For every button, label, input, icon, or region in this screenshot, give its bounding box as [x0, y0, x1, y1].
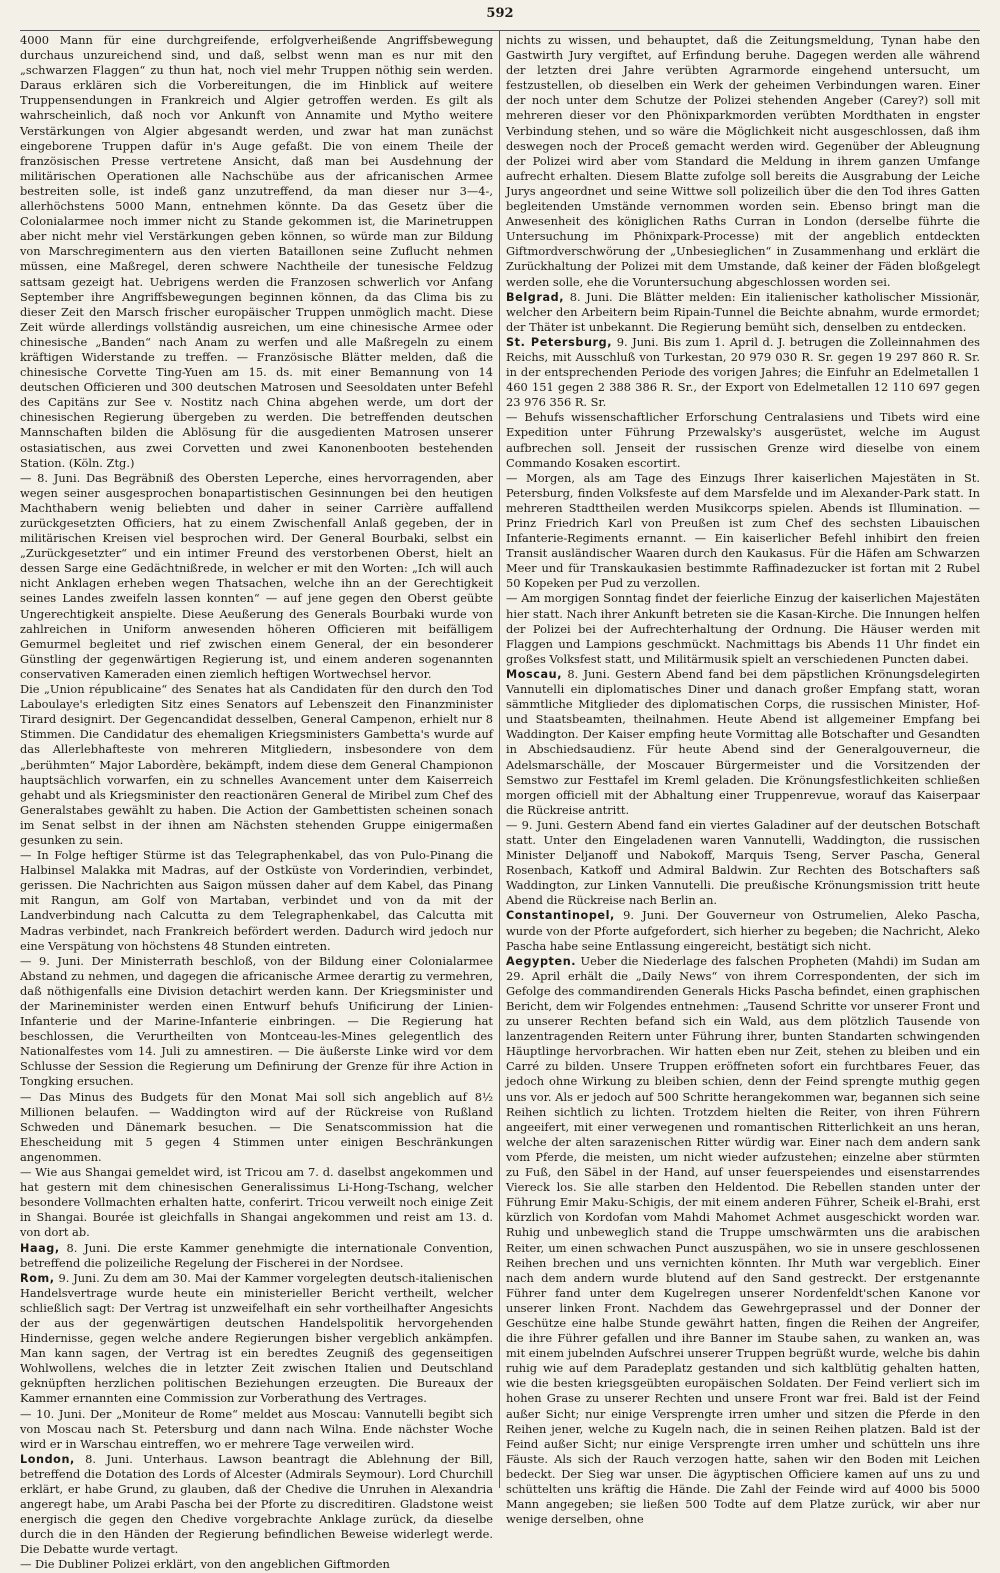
columns	[20, 30, 980, 1572]
article-paragraph	[20, 1452, 493, 1558]
article-paragraph	[506, 471, 980, 592]
dateline: St. Petersburg,	[506, 335, 613, 349]
article-paragraph	[20, 1271, 493, 1407]
article-paragraph	[506, 33, 980, 290]
paragraph-text: 9. Juni. Bis zum 1. April d. J. betrugen die Zolleinnahmen des Reichs, mit Ausschluß von Turkestan, 20 979 030 R. Sr. gegen 19 297 860 R. Sr. in der entsprechenden Periode des vorigen Jahres; die Einfuhr an Edelmetallen 1 460 151 gegen 2 388 386 R. Sr., der Export von Edelmetallen 12 110 697 gegen 23 976 356 R. Sr.	[506, 334, 980, 410]
article-paragraph	[20, 471, 493, 682]
article-paragraph	[20, 1241, 493, 1271]
dateline: Rom,	[20, 1271, 55, 1285]
paragraph-text: — 8. Juni. Das Begräbniß des Obersten Leperche, eines hervorragenden, aber wegen seiner ausgesprochen bonapartistischen Gesinnungen bei den heutigen Machthabern wenig beliebten und daher in seiner Carrière auffallend zurückgesetzten Officiers, hat zu einem Zwischenfall Anlaß gegeben, der in militärischen Kreisen viel besprochen wird. Der General Bourbaki, selbst ein „Zurückgesetzter“ und ein intimer Freund des verstorbenen Oberst, hielt an dessen Sarge eine Gedächtnißrede, in welcher er mit den Worten: „Ich will auch nicht Anklagen erheben wegen Thatsachen, welche ihn an der Gerechtigkeit seines Landes zweifeln lassen konnten“ — auf jene gegen den Oberst geübte Ungerechtigkeit anspielte. Diese Aeußerung des Generals Bourbaki wurde von zahlreichen in Uniform anwesenden höheren Officieren mit beifälligem Gemurmel begleitet und rief zwischen einem General, der ein besonderer Günstling der gegenwärtigen Regierung ist, und einem anderen sogenannten conservativen Kameraden einen ziemlich heftigen Wortwechsel hervor.	[20, 470, 493, 681]
paragraph-text: Die „Union républicaine“ des Senates hat als Candidaten für den durch den Tod Laboulaye's erledigten Sitz eines Senators auf Lebenszeit den Finanzminister Tirard designirt. Der Gegencandidat desselben, General Campenon, erhielt nur 8 Stimmen. Die Candidatur des ehemaligen Kriegsministers Gambetta's wurde auf das Allerlebhafteste von mehreren Mitgliedern, insbesondere von dem „berühmten“ Major Labordère, bekämpft, indem diese dem General Championon hauptsächlich vorwarfen, ein zu schnelles Avancement unter dem Kaiserreich gehabt und als Kriegsminister den reactionären General de Miribel zum Chef des Generalstabes gewählt zu haben. Die Action der Gambettisten scheinen sonach im Senat selbst in der ihnen am Nächsten stehenden Gruppe einigermaßen gesunken zu sein.	[20, 682, 493, 847]
paragraph-text: 8. Juni. Die Blätter melden: Ein italienischer katholischer Missionär, welcher den Arbeitern beim Ripain-Tunnel die Beichte abnahm, wurde ermordet; der Thäter ist unbekannt. Die Regierung bemüht sich, denselben zu entdecken.	[506, 289, 980, 334]
right-column	[500, 31, 980, 1527]
dateline: London,	[20, 1452, 75, 1466]
paragraph-text: — Das Minus des Budgets für den Monat Mai soll sich angeblich auf 8½ Millionen belaufen. — Waddington wird auf der Rückreise von Rußland Schweden und Dänemark besuchen. — Die Senatscommission hat die Ehescheidung mit 5 gegen 4 Stimmen unter einigen Beschränkungen angenommen.	[20, 1089, 493, 1164]
article-paragraph	[506, 591, 980, 666]
article-paragraph	[20, 682, 493, 848]
paragraph-text: 8. Juni. Die erste Kammer genehmigte die internationale Convention, betreffend die polizeiliche Regelung der Fischerei in der Nordsee.	[20, 1240, 493, 1270]
paragraph-text: 8. Juni. Unterhaus. Lawson beantragt die Ablehnung der Bill, betreffend die Dotation des Lords of Alcester (Admirals Seymour). Lord Churchill erklärt, er habe Grund, zu glauben, daß der Chedive die Unruhen in Alexandria angeregt habe, um Arabi Pascha bei der Pforte zu discreditiren. Gladstone weist energisch die gegen den Chedive vorgebrachte Anklage zurück, da dieselbe durch die in den Händen der Regierung befindlichen Beweise widerlegt werde. Die Debatte wurde vertagt.	[20, 1451, 493, 1557]
paragraph-text: — Die Dubliner Polizei erklärt, von den angeblichen Giftmorden	[20, 1557, 390, 1572]
article-paragraph	[506, 908, 980, 953]
paragraph-text: — Morgen, als am Tage des Einzugs Ihrer kaiserlichen Majestäten in St. Petersburg, finden Volksfeste auf dem Marsfelde und im Alexander-Park statt. In mehreren Stadttheilen werden Musikcorps spielen. Abends ist Illumination. — Prinz Friedrich Karl von Preußen ist zum Chef des sechsten Libauischen Infanterie-Regiments ernannt. — Ein kaiserlicher Befehl inhibirt den freien Transit ausländischer Waaren durch den Kaukasus. Für die Häfen am Schwarzen Meer und für Transkaukasien bestimmte Raffinadezucker ist fortan mit 2 Rubel 50 Kopeken per Pud zu verzollen.	[506, 470, 980, 591]
left-column	[20, 31, 500, 1572]
article-paragraph	[20, 848, 493, 954]
article-paragraph	[506, 410, 980, 470]
article-paragraph	[20, 33, 493, 471]
paragraph-text: — In Folge heftiger Stürme ist das Telegraphenkabel, das von Pulo-Pinang die Halbinsel Malakka mit Madras, auf der Ostküste von Vorderindien, verbindet, gerissen. Die Nachrichten aus Saigon müssen daher auf dem Kabel, das Pinang mit Rangun, am Golf von Martaban, verbindet und von da mit der Landverbindung nach Calcutta zu dem Telegraphenkabel, das Calcutta mit Madras verbindet, nach Frankreich befördert werden. Dadurch wird jedoch nur eine Verspätung von höchstens 48 Stunden eintreten.	[20, 848, 493, 953]
article-paragraph	[20, 954, 493, 1090]
dateline: Constantinopel,	[506, 909, 615, 923]
article-paragraph	[20, 1165, 493, 1240]
article-paragraph	[20, 1407, 493, 1452]
paragraph-text: 9. Juni. Der Gouverneur von Ostrumelien, Aleko Pascha, wurde von der Pforte aufgefordert, sich hierher zu begeben; die Nachricht, Aleko Pascha habe seine Entlassung eingereicht, bestätigt sich nicht.	[506, 908, 980, 953]
paragraph-text: — 10. Juni. Der „Moniteur de Rome“ meldet aus Moscau: Vannutelli begibt sich von Moscau nach St. Petersburg und dann nach Wilna. Ende nächster Woche wird er in Warschau eintreffen, wo er mehrere Tage verweilen wird.	[20, 1406, 493, 1451]
dateline: Aegypten.	[506, 954, 577, 968]
article-paragraph	[506, 290, 980, 335]
paragraph-text: — Behufs wissenschaftlicher Erforschung Centralasiens und Tibets wird eine Expedition unter Führung Przewalsky's ausgerüstet, welche im August aufbrechen soll. Jenseit der russischen Grenze wird dieselbe von einem Commando Kosaken escortirt.	[506, 410, 980, 470]
dateline: Moscau,	[506, 667, 563, 681]
paragraph-text: — Am morgigen Sonntag findet der feierliche Einzug der kaiserlichen Majestäten hier statt. Nach ihrer Ankunft betreten sie die Kasan-Kirche. Die Innungen helfen der Polizei bei der Aufrechterhaltung der Ordnung. Die Häuser werden mit Flaggen und Lampions geschmückt. Nachmittags bis Abends 11 Uhr findet ein großes Volksfest statt, und Militärmusik spielt an verschiedenen Puncten dabei.	[506, 591, 980, 666]
paragraph-text: Ueber die Niederlage des falschen Propheten (Mahdi) im Sudan am 29. April erhält die „Daily News“ von ihrem Correspondenten, der sich im Gefolge des commandirenden Generals Hicks Pascha befindet, einen graphischen Bericht, dem wir Folgendes entnehmen: „Tausend Schritte vor unserer Front und zu unserer Rechten befand sich ein Wald, aus dem plötzlich Tausende von lanzentragenden Reitern unter Führung ihrer, bunten Standarten schwingenden Häuptlinge hervorbrachen. Wir hatten eben nur Zeit, stehen zu bleiben und ein Carré zu bilden. Unsere Truppen eröffneten sofort ein furchtbares Feuer, das jedoch ohne Wirkung zu bleiben schien, denn der Feind sprengte muthig gegen uns vor. Als er jedoch auf 500 Schritte herangekommen war, begannen sich seine Reihen sichtlich zu lichten. Trotzdem hielten die Reiter, von ihren Führern angeeifert, mit einer verwegenen und romantischen Ritterlichkeit an uns heran, welche der alten sarazenischen Ritter würdig war. Einer nach dem andern sank vom Pferde, die meisten, um nicht wieder aufzustehen; einzelne aber stürmten zu Fuß, den Säbel in der Hand, auf unser feuerspeiendes und eisenstarrendes Viereck los. Sie alle starben den Heldentod. Die Rebellen standen unter der Führung Emir Maku-Schigis, der mit einem anderen Führer, Scheik el-Brahi, erst kürzlich von Kordofan vom Mahdi Mahomet Achmet ausgeschickt worden war. Ruhig und unbeweglich stand die Truppe umschwärmten uns die arabischen Reiter, um einen schwachen Punct auszuspähen, wo sie in unsere geschlossenen Reihen brechen und uns vernichten könnten. Ihr Muth war vergeblich. Einer nach dem andern wurde blutend auf den Sand gestreckt. Der erstgenannte Führer fand unter dem Kugelregen unserer Nordenfeldt'schen Kanone vor unserer linken Front. Nachdem das Gewehrgeprassel und der Donner der Geschütze eine halbe Stunde gewährt hatten, fingen die Reihen der Angreifer, die ihre Führer gefallen und ihre Banner im Staube sahen, zu wanken an, was mit einem jubelnden Aufschrei unserer Truppen begrüßt wurde, welche bis dahin ruhig wie auf dem Paradeplatz gestanden und sich kaltblütig gehalten hatten, wie die besten kriegsgeübten europäischen Soldaten. Der Feind verliert sich im hohen Grase zu unserer Rechten und unsere Front war frei. Bald ist der Feind außer Sicht; nur einige Versprengte irren umher und sitzen die Pferde in den Reihen jener, welche zu Kugeln nach, die in seinen Reihen platzen. Bald ist der Feind außer Sicht; nur einige Versprengte irren umher und schütteln uns ihre Fäuste. Als sich der Rauch verzogen hatte, sahen wir den Boden mit Leichen bedeckt. Der Sieg war unser. Die ägyptischen Officiere kamen auf uns zu und schüttelten uns kräftig die Hände. Die Zahl der Feinde wird auf 4000 bis 5000 Mann angegeben; sie ließen 500 Todte auf dem Platze zurück, wir aber nur wenige derselben, ohne	[506, 953, 980, 1527]
paragraph-text: 8. Juni. Gestern Abend fand bei dem päpstlichen Krönungsdelegirten Vannutelli ein diplomatisches Diner und danach großer Empfang statt, woran sämmtliche Mitglieder des diplomatischen Corps, die russischen Minister, Hof- und Staatsbeamten, theilnahmen. Heute Abend ist allgemeiner Empfang bei Waddington. Der Kaiser empfing heute Vormittag alle Botschafter und Gesandten in Abschiedsaudienz. Für heute Abend sind der Generalgouverneur, die Adelsmarschälle, der Moscauer Bürgermeister und die Vorsitzenden der Semstwo zur Festtafel im Kreml geladen. Die Krönungsfestlichkeiten schließen morgen officiell mit der Abhaltung einer Truppenrevue, worauf das Kaiserpaar die Rückreise antritt.	[506, 666, 980, 817]
article-paragraph	[20, 1090, 493, 1165]
article-paragraph	[506, 954, 980, 1528]
dateline: Haag,	[20, 1241, 60, 1255]
page-number: 592	[486, 6, 514, 21]
paragraph-text: — 9. Juni. Gestern Abend fand ein viertes Galadiner auf der deutschen Botschaft statt. Unter den Eingeladenen waren Vannutelli, Waddington, die russischen Minister Deljanoff und Nabokoff, Marquis Tseng, Server Pascha, General Rosenbach, Katkoff und Admiral Baldwin. Zur Rechten des Botschafters saß Waddington, zur Linken Vannutelli. Die preußische Krönungsmission tritt heute Abend die Rückreise nach Berlin an.	[506, 817, 980, 908]
paragraph-text: 4000 Mann für eine durchgreifende, erfolgverheißende Angriffsbewegung durchaus unzureichend sind, und daß, selbst wenn man es nur mit den „schwarzen Flaggen“ zu thun hat, noch viel mehr Truppen nöthig sein werden. Daraus erklären sich die Vorbereitungen, die im Hinblick auf weitere Truppensendungen in Frankreich und Algier getroffen werden. Es gilt als wahrscheinlich, daß noch vor Ankunft von Annamite und Mytho weitere Verstärkungen von Algier abgesandt werden, und zwar hat man zunächst eingeborene Truppen dafür in's Auge gefaßt. Die von einem Theile der französischen Presse vertretene Ansicht, daß man bei Ausdehnung der militärischen Operationen alle Nachschübe aus der africanischen Armee bestreiten solle, ist indeß ganz unzutreffend, da man dieser nur 3—4-, allerhöchstens 5000 Mann, entnehmen könnte. Da das Gesetz über die Colonialarmee noch immer nicht zu Stande gekommen ist, die Marinetruppen aber nicht mehr viel Verstärkungen geben können, so würde man zur Bildung von Marschregimentern aus den vierten Bataillonen seine Zuflucht nehmen müssen, eine Maßregel, deren schwere Nachtheile der tunesische Feldzug sattsam gezeigt hat. Uebrigens werden die Franzosen schwerlich vor Anfang September ihre Angriffsbewegungen beginnen können, da das Clima bis zu dieser Zeit den Marsch frischer europäischer Truppen unmöglich macht. Diese Zeit würde allerdings vollständig ausreichen, um eine chinesische Armee oder chinesische „Banden“ nach Anam zu werfen und alle Maßregeln zu einem kräftigen Widerstande zu treffen. — Französische Blätter melden, daß die chinesische Corvette Ting-Yuen am 15. ds. mit einer Bemannung von 14 deutschen Officieren und 300 deutschen Matrosen und Seesoldaten unter Befehl des Capitäns zur See v. Nostitz nach China abgehen werde, um dort der chinesischen Regierung übergeben zu werden. Die betreffenden deutschen Mannschaften bilden die Ablösung für die ausgedienten Matrosen unserer ostasiatischen, aus zwei Corvetten und zwei Kanonenbooten bestehenden Station. (Köln. Ztg.)	[20, 33, 493, 470]
article-paragraph	[20, 1557, 493, 1572]
paragraph-text: 9. Juni. Zu dem am 30. Mai der Kammer vorgelegten deutsch-italienischen Handelsvertrage wurde heute ein ministerieller Bericht vertheilt, welcher schließlich sagt: Der Vertrag ist unzweifelhaft ein sehr vortheilhafter Angesichts der aus der gegenwärtigen deutschen Handelspolitik hervorgehenden Hindernisse, gegen welche andere Regierungen bisher vergeblich ankämpfen. Man kann sagen, der Vertrag ist ein beredtes Zeugniß des gegenseitigen Wohlwollens, welches die in letzter Zeit zwischen Italien und Deutschland geknüpften herzlichen politischen Beziehungen erzeugten. Die Bureaux der Kammer ernannten eine Commission zur Vorberathung des Vertrages.	[20, 1270, 493, 1406]
dateline: Belgrad,	[506, 290, 565, 304]
article-paragraph	[506, 667, 980, 818]
article-paragraph	[506, 818, 980, 909]
paragraph-text: nichts zu wissen, und behauptet, daß die Zeitungsmeldung, Tynan habe den Gastwirth Jury vergiftet, auf Erfindung beruhe. Dagegen werden alle während der letzten drei Jahre verübten Agrarmorde eingehend untersucht, um festzustellen, ob dieselben ein Werk der geheimen Verbindungen waren. Einer der noch unter dem Schutze der Polizei stehenden Angeber (Carey?) soll mit mehreren dieser vor den Phönixparkmorden verübten Mordthaten in engster Verbindung stehen, und so wäre die Möglichkeit nicht ausgeschlossen, daß ihm deswegen noch der Proceß gemacht werden wird. Gegenüber der Ableugnung der Polizei wird aber vom Standard die Meldung in ihrem ganzen Umfange aufrecht erhalten. Diesem Blatte zufolge soll bereits die Ausgrabung der Leiche Jurys angeordnet und seine Wittwe soll polizeilich über die den Tod ihres Gatten begleitenden Umstände vernommen worden sein. Ebenso bringt man die Anwesenheit des königlichen Raths Curran in London (derselbe führte die Untersuchung im Phönixpark-Processe) mit der angeblich entdeckten Giftmordverschwörung der „Unbesieglichen“ in Zusammenhang und erklärt die Zurückhaltung der Polizei mit dem Umstande, daß keiner der Fäden bloßgelegt werden solle, ehe die Voruntersuchung abgeschlossen worden sei.	[506, 33, 980, 289]
paragraph-text: — 9. Juni. Der Ministerrath beschloß, von der Bildung einer Colonialarmee Abstand zu nehmen, und dagegen die africanische Armee derartig zu vermehren, daß nöthigenfalls eine Division detachirt werden kann. Der Kriegsminister und der Marineminister werden einen Entwurf behufs Unificirung der Linien-Infanterie und der Marine-Infanterie einbringen. — Die Regierung hat beschlossen, die Verurtheilten von Montceau-les-Mines gelegentlich des Nationalfestes vom 14. Juli zu amnestiren. — Die äußerste Linke wird vor dem Schlusse der Session die Regierung um Definirung der Grenze für ihre Action in Tongking ersuchen.	[20, 953, 493, 1089]
paragraph-text: — Wie aus Shangai gemeldet wird, ist Tricou am 7. d. daselbst angekommen und hat gestern mit dem chinesischen Generalissimus Li-Hong-Tschang, welcher besondere Vollmachten erhalten hatte, conferirt. Tricou verweilt noch einige Zeit in Shangai. Bourée ist gleichfalls in Shangai angekommen und reist am 13. d. von dort ab.	[20, 1165, 493, 1240]
article-paragraph	[506, 335, 980, 410]
